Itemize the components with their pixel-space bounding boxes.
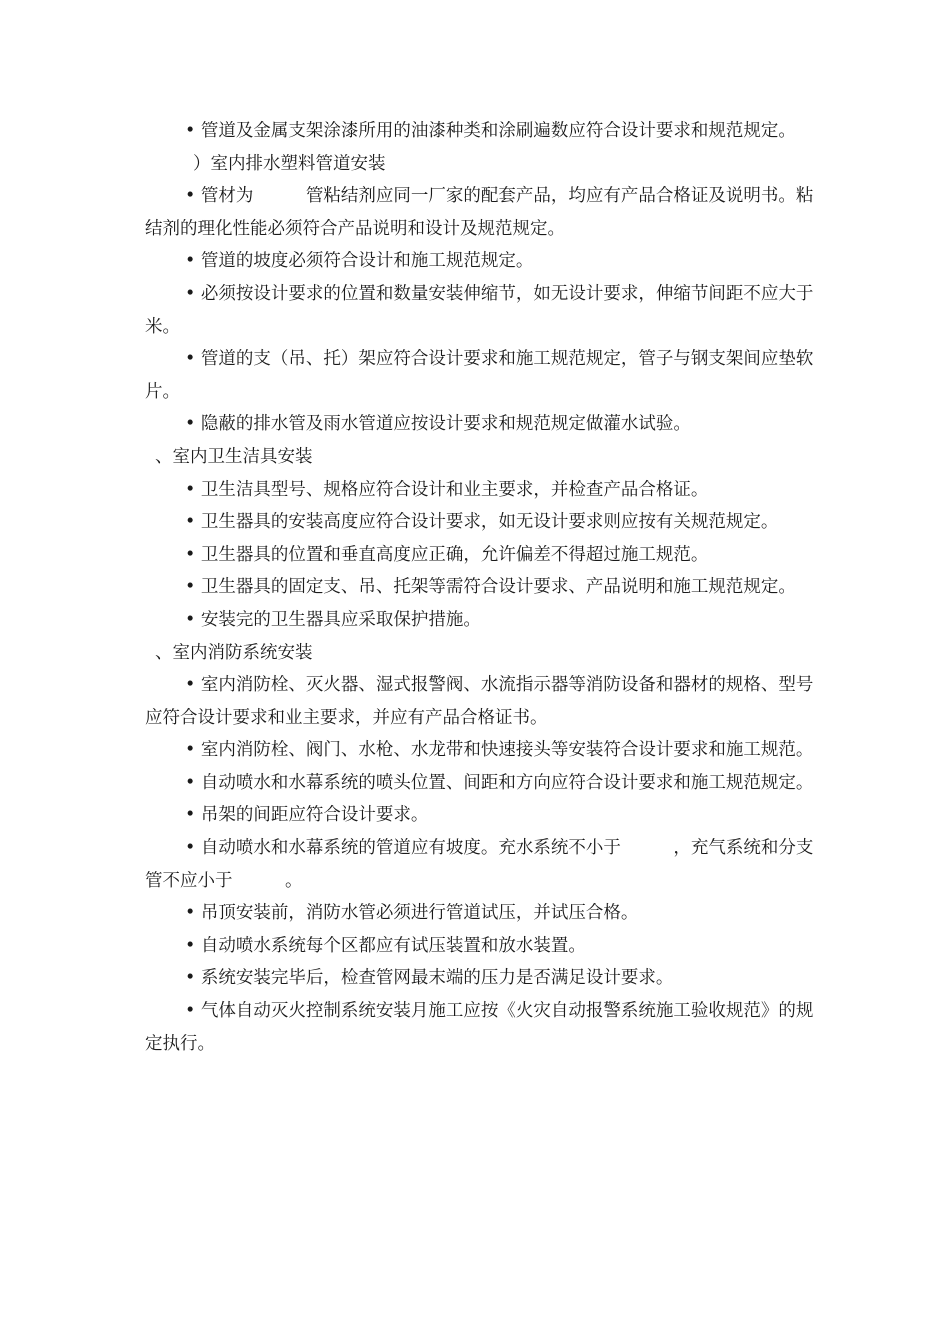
subheading-plastic-drainage-pipe: ）室内排水塑料管道安装 (193, 153, 386, 174)
bullet-sprinkler-position: • 自动喷水和水幕系统的喷头位置、间距和方向应符合设计要求和施工规范规定。 (185, 772, 814, 793)
bullet-fixture-position: • 卫生器具的位置和垂直高度应正确，允许偏差不得超过施工规范。 (185, 544, 709, 565)
bullet-fixture-protection: • 安装完的卫生器具应采取保护措施。 (185, 609, 481, 630)
bullet-pipe-material: • 管材为 管粘结剂应同一厂家的配套产品，均应有产品合格证及说明书。粘结剂的理化性能必须符合产品说明和设计及规范规定。 (145, 186, 814, 239)
bullet-paint-requirements: • 管道及金属支架涂漆所用的油漆种类和涂刷遍数应符合设计要求和规范规定。 (185, 121, 796, 141)
bullet-fixture-height: • 卫生器具的安装高度应符合设计要求，如无设计要求则应按有关规范规定。 (185, 512, 779, 533)
bullet-pressure-test: • 吊顶安装前，消防水管必须进行管道试压，并试压合格。 (185, 903, 639, 924)
bullet-fire-equipment-spec: • 室内消防栓、灭火器、湿式报警阀、水流指示器等消防设备和器材的规格、型号应符合设计要求和业主要求，并应有产品合格证书。 (145, 675, 814, 728)
bullet-fixture-model: • 卫生洁具型号、规格应符合设计和业主要求，并检查产品合格证。 (185, 479, 709, 500)
bullet-water-test: • 隐蔽的排水管及雨水管道应按设计要求和规范规定做灌水试验。 (185, 414, 691, 435)
bullet-pipe-support: • 管道的支（吊、托）架应符合设计要求和施工规范规定，管子与钢支架间应垫软片。 (145, 349, 814, 402)
bullet-hydrant-install: • 室内消防栓、阀门、水枪、水龙带和快速接头等安装符合设计要求和施工规范。 (185, 740, 814, 761)
bullet-test-device: • 自动喷水系统每个区都应有试压装置和放水装置。 (185, 935, 586, 956)
document-body (145, 115, 831, 1060)
bullet-pipe-slope: • 管道的坡度必须符合设计和施工规范规定。 (185, 251, 534, 272)
section-fire-system: 、室内消防系统安装 (155, 642, 313, 663)
bullet-hanger-spacing: • 吊架的间距应符合设计要求。 (185, 805, 429, 826)
section-sanitary-fixtures: 、室内卫生洁具安装 (155, 446, 313, 467)
bullet-end-pressure: • 系统安装完毕后，检查管网最末端的压力是否满足设计要求。 (185, 968, 674, 989)
bullet-pipe-gradient: • 自动喷水和水幕系统的管道应有坡度。充水系统不小于 ，充气系统和分支管不应小于 。 (145, 838, 814, 891)
bullet-expansion-joint: • 必须按设计要求的位置和数量安装伸缩节，如无设计要求，伸缩节间距不应大于 米。 (145, 283, 831, 337)
bullet-gas-extinguishing: • 气体自动灭火控制系统安装月施工应按《火灾自动报警系统施工验收规范》的规定执行。 (145, 1001, 814, 1054)
bullet-fixture-support: • 卫生器具的固定支、吊、托架等需符合设计要求、产品说明和施工规范规定。 (185, 577, 796, 598)
